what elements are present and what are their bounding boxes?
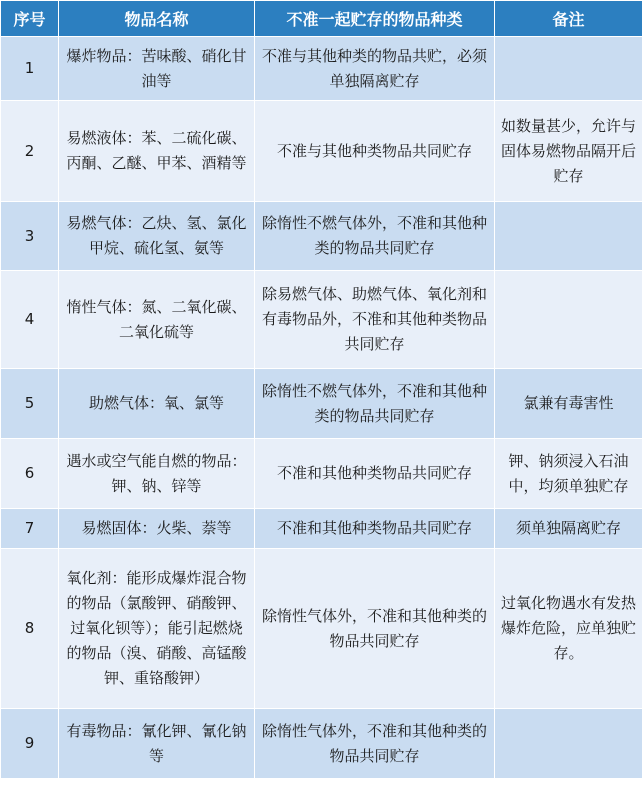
- row-number: 1: [1, 37, 59, 101]
- remark-cell: [495, 202, 642, 271]
- storage-rule-cell: 不准和其他种类物品共同贮存: [255, 439, 495, 509]
- table-row: [1, 369, 642, 439]
- item-name-cell: 易燃固体：火柴、萘等: [59, 509, 255, 549]
- storage-rule-cell: 不准与其他种类物品共同贮存: [255, 101, 495, 202]
- row-number: 3: [1, 202, 59, 271]
- remark-cell: 钾、钠须浸入石油中，均须单独贮存: [495, 439, 642, 509]
- storage-rule-cell: 除惰性不燃气体外，不准和其他种类的物品共同贮存: [255, 369, 495, 439]
- table-row: [1, 37, 642, 101]
- row-number: 5: [1, 369, 59, 439]
- header-incompatible-items: 不准一起贮存的物品种类: [255, 1, 495, 37]
- item-name-cell: 易燃气体：乙炔、氢、氯化甲烷、硫化氢、氨等: [59, 202, 255, 271]
- remark-cell: [495, 37, 642, 101]
- remark-cell: 须单独隔离贮存: [495, 509, 642, 549]
- remark-cell: [495, 271, 642, 369]
- table-row: [1, 271, 642, 369]
- header-item-name: 物品名称: [59, 1, 255, 37]
- table-row: [1, 202, 642, 271]
- storage-rule-cell: 除惰性气体外，不准和其他种类的物品共同贮存: [255, 709, 495, 779]
- storage-rule-cell: 除惰性不燃气体外，不准和其他种类的物品共同贮存: [255, 202, 495, 271]
- remark-cell: 氯兼有毒害性: [495, 369, 642, 439]
- row-number: 8: [1, 549, 59, 709]
- item-name-cell: 爆炸物品：苦味酸、硝化甘油等: [59, 37, 255, 101]
- header-remarks: 备注: [495, 1, 642, 37]
- row-number: 7: [1, 509, 59, 549]
- item-name-cell: 惰性气体：氮、二氧化碳、二氧化硫等: [59, 271, 255, 369]
- row-number: 6: [1, 439, 59, 509]
- item-name-cell: 助燃气体：氧、氯等: [59, 369, 255, 439]
- remark-cell: [495, 709, 642, 779]
- item-name-cell: 遇水或空气能自燃的物品：钾、钠、锌等: [59, 439, 255, 509]
- item-name-cell: 氧化剂：能形成爆炸混合物的物品（氯酸钾、硝酸钾、过氧化钡等）；能引起燃烧的物品（溴、硝酸、高锰酸钾、重铬酸钾）: [59, 549, 255, 709]
- table-row: [1, 439, 642, 509]
- table-row: [1, 549, 642, 709]
- remark-cell: 过氧化物遇水有发热爆炸危险，应单独贮存。: [495, 549, 642, 709]
- item-name-cell: 有毒物品：氰化钾、氰化钠等: [59, 709, 255, 779]
- row-number: 4: [1, 271, 59, 369]
- remark-cell: 如数量甚少，允许与固体易燃物品隔开后贮存: [495, 101, 642, 202]
- item-name-cell: 易燃液体：苯、二硫化碳、丙酮、乙醚、甲苯、酒精等: [59, 101, 255, 202]
- table-row: [1, 101, 642, 202]
- row-number: 9: [1, 709, 59, 779]
- table-row: [1, 709, 642, 779]
- storage-rule-cell: 不准与其他种类的物品共贮，必须单独隔离贮存: [255, 37, 495, 101]
- header-no: 序号: [1, 1, 59, 37]
- row-number: 2: [1, 101, 59, 202]
- storage-rule-cell: 不准和其他种类物品共同贮存: [255, 509, 495, 549]
- storage-rule-cell: 除惰性气体外，不准和其他种类的物品共同贮存: [255, 549, 495, 709]
- table-row: [1, 509, 642, 549]
- storage-rule-cell: 除易燃气体、助燃气体、氧化剂和有毒物品外，不准和其他种类物品共同贮存: [255, 271, 495, 369]
- table-header-row: [1, 1, 642, 37]
